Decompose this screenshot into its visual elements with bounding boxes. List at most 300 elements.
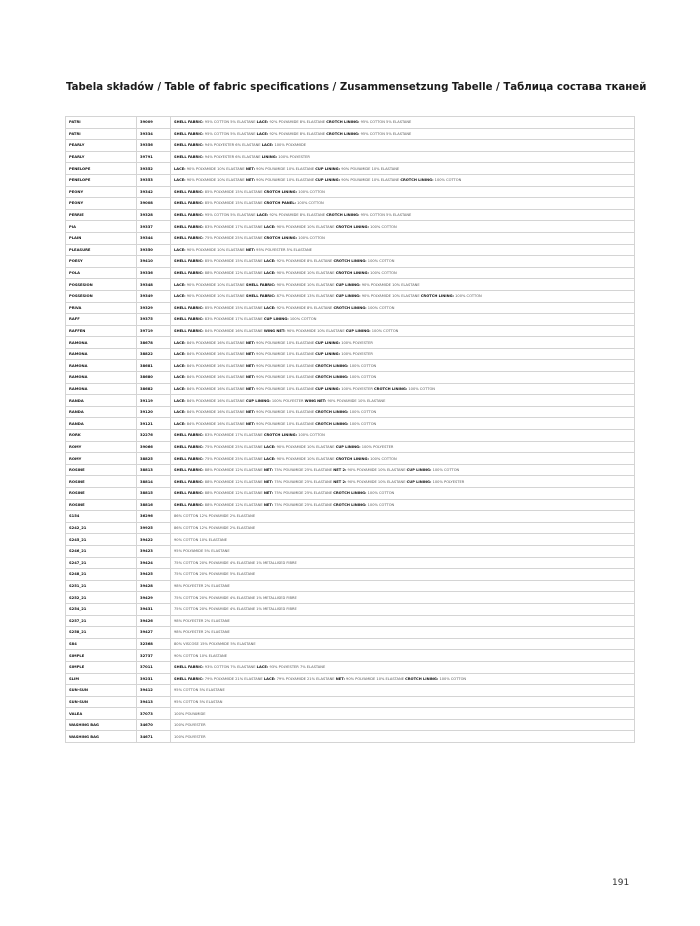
component-label: LACE:	[174, 282, 186, 287]
table-row	[66, 221, 635, 233]
composition-cell	[171, 534, 635, 546]
composition-cell	[171, 198, 635, 210]
product-name-cell: S254_21	[66, 603, 137, 615]
product-code-cell: 39119	[137, 395, 171, 407]
table-row	[66, 661, 635, 673]
component-composition: 90% POLYAMIDE 10% ELASTANE	[346, 676, 404, 681]
table-row	[66, 383, 635, 395]
product-name-cell: VALEA	[66, 708, 137, 720]
product-code-cell: 38822	[137, 348, 171, 360]
composition-cell	[171, 522, 635, 534]
table-row	[66, 731, 635, 743]
product-code-cell: 37073	[137, 708, 171, 720]
composition-cell	[171, 140, 635, 152]
component-label: CROTCH LINING:	[405, 676, 439, 681]
component-composition: 100% COTTON	[289, 317, 317, 322]
product-code-cell: 39120	[137, 406, 171, 418]
product-name-cell: PENELOPE	[66, 163, 137, 175]
component-composition: 100% COTTON	[408, 386, 435, 391]
composition-cell	[171, 302, 635, 314]
composition-cell	[171, 151, 635, 163]
component-composition: 100% POLYAMIDE	[174, 711, 206, 716]
component-label: LACE:	[263, 259, 276, 264]
component-composition: 100% COTTON	[370, 224, 397, 229]
table-row	[66, 174, 635, 186]
component-label: LACE:	[256, 665, 269, 670]
component-label: CROTCH LINING:	[335, 271, 369, 276]
component-composition: 93% COTTON 7% ELASTANE	[204, 665, 256, 670]
component-composition: 95% COTTON 5% ELASTANE	[174, 688, 225, 693]
component-label: NET:	[263, 491, 274, 496]
product-code-cell: 39353	[137, 174, 171, 186]
component-composition: 100% POLYESTER	[341, 340, 373, 345]
component-label: CROTCH LINING:	[315, 410, 349, 415]
component-label: LACE:	[174, 166, 186, 171]
component-composition: 100% POLYESTER	[432, 479, 465, 484]
component-composition: 98% POLYESTER 2% ELASTANE	[174, 618, 230, 623]
component-composition: 100% COTTON	[298, 189, 325, 194]
component-composition: 95% COTTON 5% ELASTANE	[204, 213, 256, 218]
component-composition: 84% POLYAMIDE 16% ELASTANE	[186, 386, 245, 391]
component-composition: 93% POLYESTER 7% ELASTANE	[269, 665, 326, 670]
component-composition: 100% COTTON	[432, 468, 460, 473]
component-composition: 100% COTTON	[349, 421, 377, 426]
composition-cell	[171, 406, 635, 418]
component-label: CROTCH LINING:	[315, 421, 349, 426]
component-label: NET:	[245, 166, 256, 171]
table-row	[66, 314, 635, 326]
composition-cell	[171, 279, 635, 291]
table-row	[66, 117, 635, 129]
product-name-cell: S246_21	[66, 545, 137, 557]
component-label: SHELL FABRIC:	[174, 433, 204, 438]
component-composition: 75% COTTON 20% POLYAMIDE 4% ELASTANE 1% METALLISED FIBRE	[174, 607, 297, 612]
component-label: NET 2:	[333, 479, 347, 484]
composition-cell	[171, 267, 635, 279]
component-composition: 90% POLYAMIDE 10% ELASTANE	[256, 410, 315, 415]
component-label: NET:	[245, 363, 256, 368]
component-composition: 100% POLYESTER	[361, 444, 394, 449]
component-composition: 90% POLYAMIDE 10% ELASTANE	[347, 479, 406, 484]
component-composition: 95% COTTON 5% ELASTANE	[204, 120, 256, 125]
composition-cell	[171, 673, 635, 685]
component-label: LACE:	[174, 352, 186, 357]
component-composition: 90% POLYAMIDE 10% ELASTANE	[256, 421, 315, 426]
component-composition: 84% POLYAMIDE 16% ELASTANE	[186, 375, 245, 380]
table-row	[66, 372, 635, 384]
component-composition: 95% COTTON 5% ELASTAN	[174, 699, 223, 704]
product-code-cell: 39349	[137, 290, 171, 302]
component-composition: 90% POLYAMIDE 10% ELASTANE	[286, 328, 345, 333]
component-composition: 90% POLYAMIDE 10% ELASTANE	[347, 468, 406, 473]
table-row	[66, 557, 635, 569]
table-row	[66, 580, 635, 592]
component-composition: 100% COTTON	[370, 456, 397, 461]
component-label: CROTCH LINING:	[326, 131, 360, 136]
table-row	[66, 719, 635, 731]
component-label: CROTCH LINING:	[333, 491, 367, 496]
component-composition: 90% POLYAMIDE 10% ELASTANE	[276, 282, 335, 287]
component-label: CUP LINING:	[345, 328, 371, 333]
component-label: SHELL FABRIC:	[174, 444, 204, 449]
component-label: CUP LINING:	[315, 166, 341, 171]
product-code-cell: 37011	[137, 661, 171, 673]
composition-cell	[171, 453, 635, 465]
component-composition: 90% POLYAMIDE 10% ELASTANE	[186, 294, 245, 299]
component-composition: 88% POLYAMIDE 12% ELASTANE	[204, 479, 263, 484]
composition-cell	[171, 325, 635, 337]
component-composition: 86% COTTON 12% POLYAMIDE 2% ELASTANE	[174, 514, 256, 519]
product-code-cell: 34670	[137, 719, 171, 731]
table-row	[66, 186, 635, 198]
component-composition: 90% POLYAMIDE 10% ELASTANE	[186, 247, 245, 252]
component-label: SHELL FABRIC:	[174, 317, 204, 322]
component-label: NET:	[263, 468, 274, 473]
component-label: LACE:	[256, 131, 269, 136]
component-composition: 100% POLYESTER	[174, 734, 206, 739]
component-composition: 100% COTTON	[439, 676, 467, 681]
product-code-cell: 39431	[137, 603, 171, 615]
product-name-cell: S258_21	[66, 627, 137, 639]
component-label: SHELL FABRIC:	[174, 120, 204, 125]
product-code-cell: 39425	[137, 569, 171, 581]
table-row	[66, 395, 635, 407]
component-composition: 100% COTTON	[349, 363, 377, 368]
table-row	[66, 232, 635, 244]
component-composition: 83% POLYAMIDE 17% ELASTANE	[204, 224, 263, 229]
component-composition: 100% POLYESTER	[341, 352, 373, 357]
product-name-cell: WASHING BAG	[66, 731, 137, 743]
component-composition: 100% COTTON	[371, 328, 399, 333]
component-label: LACE:	[174, 178, 186, 183]
product-code-cell: 38680	[137, 372, 171, 384]
product-code-cell: 39410	[137, 256, 171, 268]
table-row	[66, 267, 635, 279]
component-composition: 100% COTTON	[434, 178, 462, 183]
product-code-cell: 38681	[137, 360, 171, 372]
table-row	[66, 592, 635, 604]
component-composition: 75% COTTON 20% POLYAMIDE 5% ELASTANE	[174, 572, 256, 577]
product-name-cell: PRIVA	[66, 302, 137, 314]
component-label: CROTCH LINING:	[263, 189, 298, 194]
component-label: SHELL FABRIC:	[174, 479, 204, 484]
product-code-cell: 39352	[137, 163, 171, 175]
table-row	[66, 256, 635, 268]
product-name-cell: S251_21	[66, 580, 137, 592]
product-code-cell: 39342	[137, 186, 171, 198]
product-code-cell: 39356	[137, 140, 171, 152]
table-row	[66, 545, 635, 557]
composition-cell	[171, 117, 635, 129]
component-label: CROTCH LINING:	[263, 236, 298, 241]
component-label: CROTCH LINING:	[374, 386, 408, 391]
component-composition: 79% POLYAMIDE 21% ELASTANE	[204, 676, 263, 681]
component-label: CUP LINING:	[245, 398, 271, 403]
product-name-cell: RAMONA	[66, 348, 137, 360]
table-row	[66, 453, 635, 465]
component-label: CUP LINING:	[335, 444, 361, 449]
composition-cell	[171, 580, 635, 592]
component-label: LACE:	[256, 213, 269, 218]
table-row	[66, 488, 635, 500]
component-label: LINING:	[261, 155, 278, 160]
table-row	[66, 627, 635, 639]
table-row	[66, 685, 635, 697]
composition-cell	[171, 372, 635, 384]
component-label: LACE:	[263, 271, 276, 276]
product-name-cell: ROSINE	[66, 476, 137, 488]
component-label: SHELL FABRIC:	[174, 468, 204, 473]
product-code-cell: 32368	[137, 638, 171, 650]
component-label: SHELL FABRIC:	[174, 155, 204, 160]
product-name-cell: PATRI	[66, 117, 137, 129]
component-composition: 90% POLYAMIDE 10% ELASTANE	[186, 178, 245, 183]
component-composition: 90% POLYAMIDE 10% ELASTANE	[256, 352, 315, 357]
composition-cell	[171, 650, 635, 662]
table-row	[66, 302, 635, 314]
product-name-cell: RANDA	[66, 406, 137, 418]
component-label: SHELL FABRIC:	[245, 294, 276, 299]
product-name-cell: S248_21	[66, 569, 137, 581]
product-name-cell: S252_21	[66, 592, 137, 604]
component-composition: 88% POLYAMIDE 12% ELASTANE	[204, 491, 263, 496]
table-row	[66, 569, 635, 581]
component-label: NET:	[245, 375, 256, 380]
component-label: SHELL FABRIC:	[174, 213, 204, 218]
table-row	[66, 348, 635, 360]
component-label: NET:	[245, 352, 256, 357]
composition-cell	[171, 244, 635, 256]
component-label: CUP LINING:	[406, 479, 432, 484]
product-code-cell: 39334	[137, 128, 171, 140]
component-composition: 90% POLYAMIDE 10% ELASTANE	[256, 340, 315, 345]
component-composition: 84% POLYAMIDE 16% ELASTANE	[186, 340, 245, 345]
component-composition: 90% COTTON 10% ELASTANE	[174, 653, 228, 658]
component-label: NET:	[245, 340, 256, 345]
component-composition: 85% POLYAMIDE 15% ELASTANE	[204, 305, 263, 310]
product-code-cell: 39428	[137, 580, 171, 592]
component-label: SHELL FABRIC:	[174, 665, 204, 670]
component-label: LACE:	[174, 398, 186, 403]
product-code-cell: 39422	[137, 534, 171, 546]
component-composition: 90% POLYAMIDE 10% ELASTANE	[256, 178, 315, 183]
component-label: SHELL FABRIC:	[174, 143, 204, 148]
component-label: NET:	[245, 247, 256, 252]
component-composition: 90% POLYAMIDE 10% ELASTANE	[276, 444, 335, 449]
component-label: LACE:	[174, 386, 186, 391]
component-composition: 98% POLYESTER 2% ELASTANE	[174, 630, 230, 635]
product-name-cell: POSSESION	[66, 279, 137, 291]
component-composition: 75% POLYAMIDE 25% ELASTANE	[274, 468, 333, 473]
component-label: CROTCH LINING:	[333, 502, 367, 507]
component-label: LACE:	[174, 375, 186, 380]
component-composition: 100% COTTON	[349, 410, 377, 415]
page-number: 191	[612, 878, 630, 888]
component-label: SHELL FABRIC:	[174, 189, 204, 194]
composition-cell	[171, 557, 635, 569]
product-name-cell: PENELOPE	[66, 174, 137, 186]
component-label: NET:	[245, 386, 256, 391]
composition-cell	[171, 569, 635, 581]
product-name-cell: S154	[66, 511, 137, 523]
component-composition: 100% COTTON	[367, 491, 395, 496]
product-code-cell: 39429	[137, 592, 171, 604]
product-name-cell: RAFFEN	[66, 325, 137, 337]
component-label: CUP LINING:	[335, 282, 361, 287]
component-label: NET 2:	[333, 468, 347, 473]
component-composition: 75% POLYAMIDE 25% ELASTANE	[204, 236, 263, 241]
component-label: LACE:	[263, 305, 276, 310]
table-row	[66, 522, 635, 534]
component-label: SHELL FABRIC:	[174, 201, 204, 206]
composition-cell	[171, 464, 635, 476]
table-row	[66, 441, 635, 453]
product-name-cell: PLAIN	[66, 232, 137, 244]
component-composition: 100% COTTON	[367, 305, 395, 310]
product-name-cell: RANDA	[66, 395, 137, 407]
component-label: LACE:	[174, 421, 186, 426]
composition-cell	[171, 128, 635, 140]
product-code-cell: 39008	[137, 198, 171, 210]
product-name-cell: ROMY	[66, 453, 137, 465]
composition-cell	[171, 256, 635, 268]
table-row	[66, 511, 635, 523]
product-code-cell: 39350	[137, 244, 171, 256]
component-label: LACE:	[261, 143, 274, 148]
component-label: SHELL FABRIC:	[174, 305, 204, 310]
component-composition: 79% POLYAMIDE 21% ELASTANE	[276, 676, 335, 681]
component-composition: 85% POLYAMIDE 15% ELASTANE	[204, 201, 263, 206]
component-label: LACE:	[174, 340, 186, 345]
component-label: CROTCH LINING:	[326, 213, 360, 218]
product-name-cell: PEARLY	[66, 140, 137, 152]
product-name-cell: WASHING BAG	[66, 719, 137, 731]
table-row	[66, 650, 635, 662]
composition-cell	[171, 360, 635, 372]
composition-cell	[171, 337, 635, 349]
component-composition: 100% COTTON	[367, 502, 395, 507]
component-composition: 75% COTTON 20% POLYAMIDE 4% ELASTANE 1% METALLISED FIBRE	[174, 595, 297, 600]
composition-cell	[171, 603, 635, 615]
component-composition: 100% COTTON	[349, 375, 377, 380]
product-code-cell: 38678	[137, 337, 171, 349]
component-composition: 90% POLYAMIDE 10% ELASTANE	[341, 166, 400, 171]
component-label: LACE:	[174, 363, 186, 368]
component-composition: 95% POLYESTER 5% ELASTANE	[256, 247, 312, 252]
component-composition: 87% POLYAMIDE 13% ELASTANE	[276, 294, 335, 299]
component-composition: 84% POLYAMIDE 16% ELASTANE	[186, 410, 245, 415]
table-row	[66, 708, 635, 720]
component-label: SHELL FABRIC:	[174, 236, 204, 241]
fabric-spec-table	[65, 116, 635, 743]
product-code-cell: 34671	[137, 731, 171, 743]
component-label: CROTCH LINING:	[335, 224, 369, 229]
product-code-cell: 39412	[137, 685, 171, 697]
component-label: CROTCH LINING:	[315, 363, 349, 368]
component-label: LACE:	[263, 224, 276, 229]
component-label: SHELL FABRIC:	[174, 271, 204, 276]
component-composition: 92% POLYAMIDE 8% ELASTANE	[276, 305, 333, 310]
component-composition: 90% POLYAMIDE 10% ELASTANE	[276, 456, 335, 461]
product-code-cell: 36296	[137, 511, 171, 523]
product-code-cell: 39328	[137, 209, 171, 221]
composition-cell	[171, 174, 635, 186]
component-composition: 95% COTTON 5% ELASTANE	[360, 213, 412, 218]
component-composition: 100% POLYESTER	[278, 155, 310, 160]
product-code-cell: 39066	[137, 441, 171, 453]
component-label: NET:	[245, 421, 256, 426]
component-label: LACE:	[263, 444, 276, 449]
component-label: NET:	[245, 410, 256, 415]
product-name-cell: S245_21	[66, 534, 137, 546]
product-name-cell: RAMONA	[66, 383, 137, 395]
product-code-cell: 38814	[137, 476, 171, 488]
component-composition: 90% POLYAMIDE 10% ELASTANE	[256, 363, 315, 368]
component-composition: 84% POLYAMIDE 16% ELASTANE	[186, 352, 245, 357]
product-name-cell: S247_21	[66, 557, 137, 569]
component-composition: 75% POLYAMIDE 25% ELASTANE	[274, 479, 333, 484]
component-composition: 92% POLYAMIDE 8% ELASTANE	[276, 259, 333, 264]
product-code-cell: 39231	[137, 673, 171, 685]
product-name-cell: ROMY	[66, 441, 137, 453]
product-name-cell: POSSESION	[66, 290, 137, 302]
table-row	[66, 290, 635, 302]
component-composition: 90% POLYAMIDE 10% ELASTANE	[276, 224, 335, 229]
component-label: CROTCH LINING:	[263, 433, 298, 438]
component-label: SHELL FABRIC:	[174, 456, 204, 461]
product-name-cell: PIA	[66, 221, 137, 233]
composition-cell	[171, 638, 635, 650]
component-label: SHELL FABRIC:	[174, 491, 204, 496]
component-label: SHELL FABRIC:	[174, 224, 204, 229]
table-row	[66, 476, 635, 488]
table-row	[66, 151, 635, 163]
component-composition: 95% POLYAMIDE 5% ELASTANE	[174, 549, 230, 554]
component-composition: 100% POLYESTER	[174, 723, 206, 728]
composition-cell	[171, 708, 635, 720]
component-composition: 88% POLYAMIDE 12% ELASTANE	[204, 502, 263, 507]
component-label: NET:	[335, 676, 345, 681]
component-composition: 90% POLYAMIDE 10% ELASTANE	[327, 398, 386, 403]
product-code-cell: 32276	[137, 430, 171, 442]
component-label: LACE:	[256, 120, 269, 125]
component-composition: 90% POLYAMIDE 10% ELASTANE	[256, 375, 315, 380]
product-name-cell: POESY	[66, 256, 137, 268]
component-composition: 90% COTTON 10% ELASTANE	[174, 537, 228, 542]
composition-cell	[171, 232, 635, 244]
composition-cell	[171, 627, 635, 639]
component-label: LACE:	[174, 294, 186, 299]
product-code-cell: 39375	[137, 314, 171, 326]
table-row	[66, 418, 635, 430]
component-label: SHELL FABRIC:	[174, 259, 204, 264]
component-composition: 100% COTTON	[298, 236, 325, 241]
component-composition: 94% POLYESTER 6% ELASTANE	[204, 155, 261, 160]
table-row	[66, 499, 635, 511]
composition-cell	[171, 615, 635, 627]
component-label: CROTCH LINING:	[400, 178, 434, 183]
product-name-cell: SLIM	[66, 673, 137, 685]
table-row	[66, 209, 635, 221]
component-composition: 95% COTTON 5% ELASTANE	[360, 120, 412, 125]
table-row	[66, 638, 635, 650]
product-name-cell: RORK	[66, 430, 137, 442]
table-row	[66, 140, 635, 152]
component-composition: 95% COTTON 5% ELASTANE	[360, 131, 412, 136]
composition-cell	[171, 499, 635, 511]
component-composition: 84% POLYAMIDE 16% ELASTANE	[186, 398, 245, 403]
composition-cell	[171, 314, 635, 326]
